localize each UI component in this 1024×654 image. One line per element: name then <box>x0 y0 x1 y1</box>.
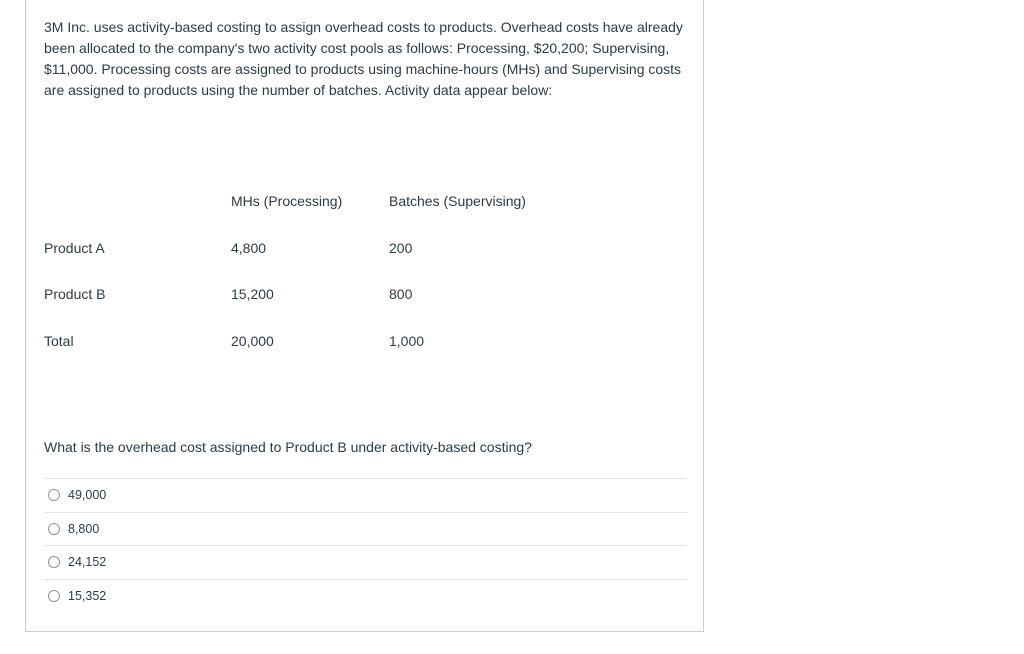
table-cell: 1,000 <box>389 332 425 349</box>
question-intro: 3M Inc. uses activity-based costing to assign overhead costs to products. Overhead costs have already been allocated to the company's two activity cost pools as follows: Processing, $20,200; Supervising, $11,000. Processing costs are assigned to products using machine-hours (MHs) and Supervising costs are assigned to products using the number of batches. Activity data appear below: <box>44 19 683 98</box>
answer-label: 15,352 <box>68 588 107 603</box>
question-text: What is the overhead cost assigned to Product B under activity-based costing? <box>44 439 532 455</box>
table-cell: 20,000 <box>231 332 274 349</box>
activity-data-table <box>44 178 569 364</box>
table-header-row <box>44 178 569 225</box>
answer-label: 24,152 <box>68 555 107 570</box>
radio-button[interactable] <box>48 489 60 501</box>
answer-option[interactable] <box>44 512 687 546</box>
table-cell: Total <box>44 332 74 349</box>
table-cell: 15,200 <box>231 286 274 303</box>
table-cell: Product A <box>44 239 105 256</box>
radio-button[interactable] <box>48 556 60 568</box>
radio-button[interactable] <box>48 523 60 535</box>
table-row <box>44 271 569 318</box>
table-cell: 4,800 <box>231 239 267 256</box>
answer-option[interactable] <box>44 579 687 613</box>
radio-button[interactable] <box>48 590 60 602</box>
table-cell: Product B <box>44 286 106 303</box>
answer-label: 49,000 <box>68 488 107 503</box>
question-card <box>25 0 704 632</box>
table-cell: 800 <box>389 286 413 303</box>
answer-option[interactable] <box>44 545 687 579</box>
table-header-cell: MHs (Processing) <box>231 193 343 210</box>
table-row <box>44 225 569 272</box>
table-row <box>44 318 569 365</box>
table-header-cell: Batches (Supervising) <box>389 193 526 210</box>
table-header-cell <box>44 178 231 225</box>
answer-label: 8,800 <box>68 521 100 536</box>
table-cell: 200 <box>389 239 413 256</box>
answer-options <box>44 478 687 612</box>
answer-option[interactable] <box>44 478 687 512</box>
